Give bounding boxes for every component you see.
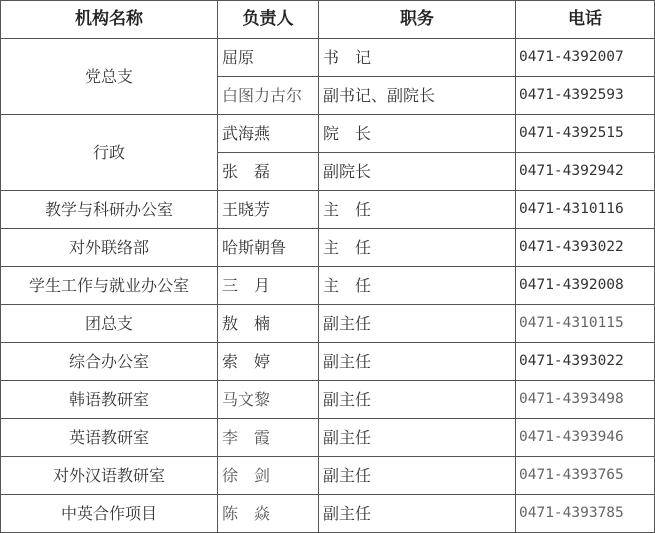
person-name: 哈斯朝鲁 bbox=[218, 229, 319, 267]
table-row bbox=[1, 267, 655, 305]
person-name: 李 霞 bbox=[218, 419, 319, 457]
table-row bbox=[1, 39, 655, 77]
role-title: 副主任 bbox=[319, 381, 516, 419]
org-name: 韩语教研室 bbox=[1, 381, 218, 419]
table-row bbox=[1, 381, 655, 419]
role-title: 副院长 bbox=[319, 153, 516, 191]
org-name: 学生工作与就业办公室 bbox=[1, 267, 218, 305]
org-name: 行政 bbox=[1, 115, 218, 191]
phone-number: 0471-4393022 bbox=[516, 343, 655, 381]
role-title: 副主任 bbox=[319, 419, 516, 457]
role-title: 主 任 bbox=[319, 229, 516, 267]
org-name: 中英合作项目 bbox=[1, 495, 218, 533]
org-name: 教学与科研办公室 bbox=[1, 191, 218, 229]
role-title: 副书记、副院长 bbox=[319, 77, 516, 115]
phone-number: 0471-4393765 bbox=[516, 457, 655, 495]
person-name: 张 磊 bbox=[218, 153, 319, 191]
person-name: 敖 楠 bbox=[218, 305, 319, 343]
role-title: 副主任 bbox=[319, 305, 516, 343]
table-row bbox=[1, 229, 655, 267]
phone-number: 0471-4393785 bbox=[516, 495, 655, 533]
role-title: 副主任 bbox=[319, 495, 516, 533]
role-title: 书 记 bbox=[319, 39, 516, 77]
org-name: 综合办公室 bbox=[1, 343, 218, 381]
org-name: 对外联络部 bbox=[1, 229, 218, 267]
phone-number: 0471-4393022 bbox=[516, 229, 655, 267]
table-row bbox=[1, 343, 655, 381]
phone-number: 0471-4392007 bbox=[516, 39, 655, 77]
person-name: 王晓芳 bbox=[218, 191, 319, 229]
org-name: 党总支 bbox=[1, 39, 218, 115]
person-name: 索 婷 bbox=[218, 343, 319, 381]
person-name: 屈原 bbox=[218, 39, 319, 77]
phone-number: 0471-4392008 bbox=[516, 267, 655, 305]
org-name: 英语教研室 bbox=[1, 419, 218, 457]
role-title: 副主任 bbox=[319, 343, 516, 381]
table-row bbox=[1, 191, 655, 229]
table-row bbox=[1, 305, 655, 343]
person-name: 武海燕 bbox=[218, 115, 319, 153]
phone-number: 0471-4393946 bbox=[516, 419, 655, 457]
phone-number: 0471-4392593 bbox=[516, 77, 655, 115]
header-role: 职务 bbox=[319, 1, 516, 39]
header-org: 机构名称 bbox=[1, 1, 218, 39]
phone-number: 0471-4310116 bbox=[516, 191, 655, 229]
person-name: 马文黎 bbox=[218, 381, 319, 419]
role-title: 主 任 bbox=[319, 191, 516, 229]
role-title: 副主任 bbox=[319, 457, 516, 495]
phone-number: 0471-4392942 bbox=[516, 153, 655, 191]
person-name: 陈 焱 bbox=[218, 495, 319, 533]
header-row bbox=[1, 1, 655, 39]
person-name: 白图力古尔 bbox=[218, 77, 319, 115]
header-phone: 电话 bbox=[516, 1, 655, 39]
phone-number: 0471-4392515 bbox=[516, 115, 655, 153]
role-title: 主 任 bbox=[319, 267, 516, 305]
role-title: 院 长 bbox=[319, 115, 516, 153]
table-row bbox=[1, 115, 655, 153]
table-row bbox=[1, 457, 655, 495]
table-row bbox=[1, 419, 655, 457]
org-name: 团总支 bbox=[1, 305, 218, 343]
person-name: 徐 剑 bbox=[218, 457, 319, 495]
phone-number: 0471-4393498 bbox=[516, 381, 655, 419]
table-row bbox=[1, 495, 655, 533]
org-name: 对外汉语教研室 bbox=[1, 457, 218, 495]
person-name: 三 月 bbox=[218, 267, 319, 305]
phone-number: 0471-4310115 bbox=[516, 305, 655, 343]
header-person: 负责人 bbox=[218, 1, 319, 39]
